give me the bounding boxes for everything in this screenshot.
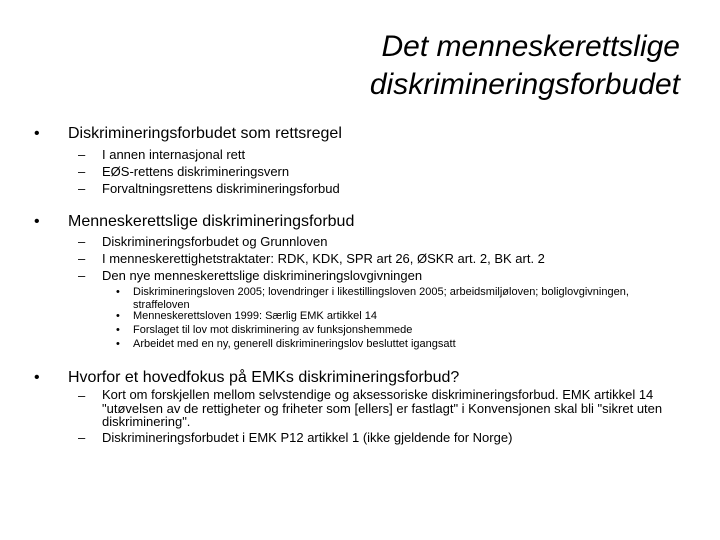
dash-marker: – xyxy=(78,388,86,403)
bullet-marker: • xyxy=(116,286,120,298)
dash-marker: – xyxy=(78,164,86,179)
dash-marker: – xyxy=(78,181,86,196)
list-item-text: Kort om forskjellen mellom selvstendige og aksessoriske diskrimineringsforbud. EMK artikkel 14 "utøvelsen av de rettigheter og friheter som [ellers] er fastlagt" i Konvensjonen skal bli "sikret uten diskriminering". xyxy=(102,387,663,429)
dash-marker: – xyxy=(78,268,86,283)
slide-title-line-1: Det menneskerettslige xyxy=(381,30,680,63)
sub-list-item-text: Forslaget til lov mot diskriminering av funksjonshemmede xyxy=(133,324,413,336)
bullet-marker: • xyxy=(34,213,40,230)
list-item-text: I annen internasjonal rett xyxy=(102,147,246,162)
dash-marker: – xyxy=(78,251,86,266)
bullet-marker: • xyxy=(116,338,120,350)
dash-marker: – xyxy=(78,147,86,162)
list-item-text: I menneskerettighetstraktater: RDK, KDK, SPR art 26, ØSKR art. 2, BK art. 2 xyxy=(102,251,545,266)
list-item-text: Den nye menneskerettslige diskrimineringslovgivningen xyxy=(102,268,423,283)
section-3-heading: Hvorfor et hovedfokus på EMKs diskrimineringsforbud? xyxy=(68,369,460,386)
dash-marker: – xyxy=(78,234,86,249)
list-item-text: Diskrimineringsforbudet og Grunnloven xyxy=(102,234,328,249)
sub-list-item-text: Diskrimineringsloven 2005; lovendringer i likestillingsloven 2005; arbeidsmiljøloven; boliglovgivningen, straffeloven xyxy=(133,286,629,311)
bullet-marker: • xyxy=(34,125,40,142)
list-item-text: Forvaltningsrettens diskrimineringsforbud xyxy=(102,181,340,196)
section-2-heading: Menneskerettslige diskrimineringsforbud xyxy=(68,213,355,230)
list-item-text: EØS-rettens diskrimineringsvern xyxy=(102,164,290,179)
slide-title-line-2: diskrimineringsforbudet xyxy=(369,68,680,101)
bullet-marker: • xyxy=(116,324,120,336)
sub-list-item-text: Arbeidet med en ny, generell diskrimineringslov besluttet igangsatt xyxy=(133,338,456,350)
bullet-marker: • xyxy=(34,369,40,386)
section-1-heading: Diskrimineringsforbudet som rettsregel xyxy=(68,125,342,142)
dash-marker: – xyxy=(78,430,86,445)
bullet-marker: • xyxy=(116,310,120,322)
list-item-text: Diskrimineringsforbudet i EMK P12 artikkel 1 (ikke gjeldende for Norge) xyxy=(102,430,513,445)
sub-list-item-text: Menneskerettsloven 1999: Særlig EMK artikkel 14 xyxy=(133,310,377,322)
